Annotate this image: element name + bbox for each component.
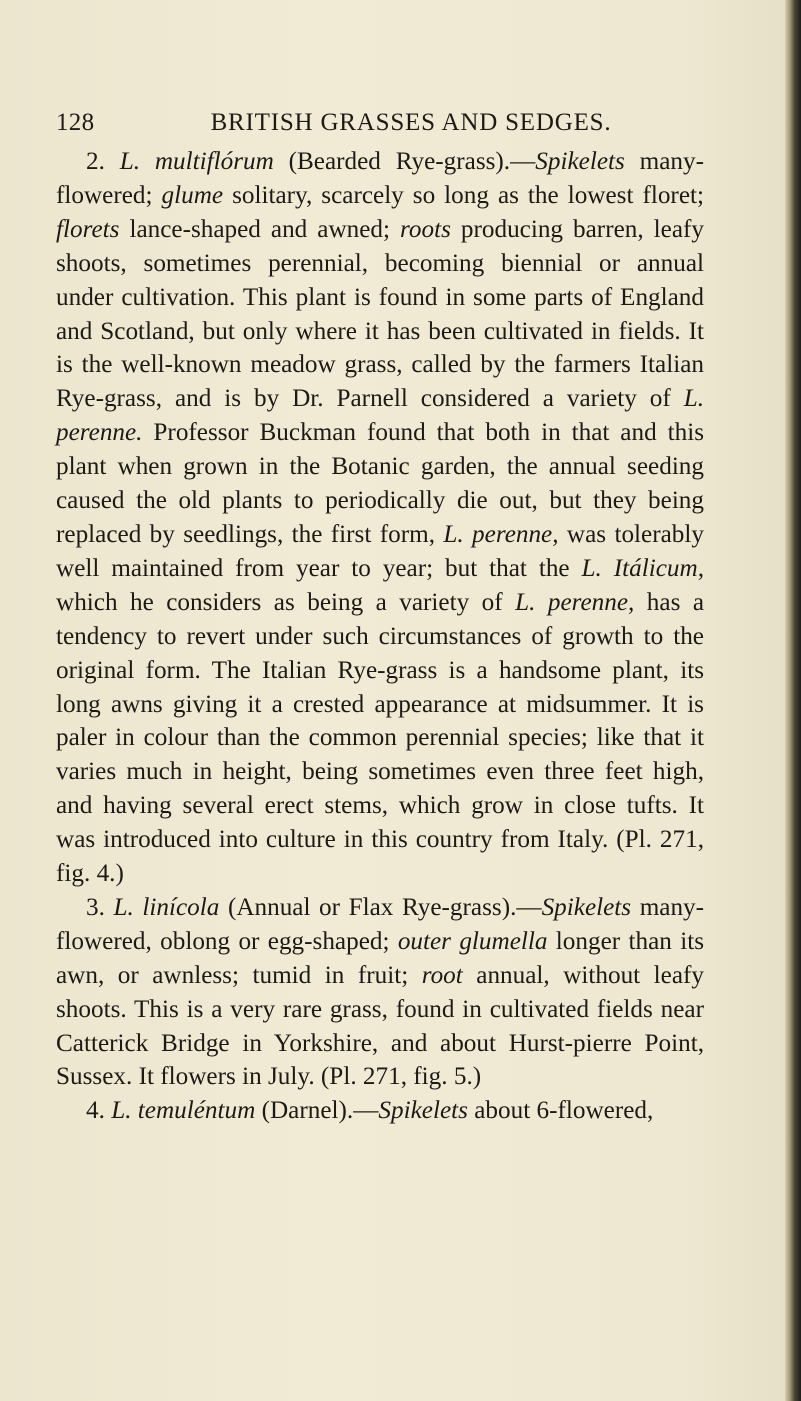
entry-lolium-multiflorum (56, 145, 704, 891)
description-text: has a tendency to revert under such circumstances of growth to the original form. The Italian Rye-grass is a handsome plant, its long awns giving it a crested appearance at midsummer. It is paler in colour than the common perennial species; like that it varies much in height, being sometimes even three feet high, and having several erect stems, which grow in close tufts. It was introduced into culture in this country from Italy. (Pl. 271, fig. 4.) (56, 588, 704, 888)
description-text: solitary, scarcely so long as the lowest floret; (223, 181, 704, 209)
term-roots: roots (400, 215, 451, 243)
description-text: annual, without leafy shoots. This is a very rare grass, found in cultivated fields near Catterick Bridge in Yorkshire, and about Hurst-pierre Point, Sussex. It flowers in July. (Pl. 271, fig. 5.) (56, 961, 704, 1091)
body-text (56, 145, 704, 1128)
description-text: many-flowered; (56, 148, 704, 209)
entry-species: multiflórum (154, 148, 274, 175)
term-outer-glumella: outer glumella (397, 927, 548, 955)
entry-number: 4. (86, 1097, 105, 1125)
entry-dash: — (516, 893, 542, 921)
entry-genus: L. (113, 893, 134, 921)
description-text: lance-shaped and awned; (119, 215, 401, 243)
running-title: BRITISH GRASSES AND SEDGES. (210, 109, 612, 136)
entry-species: linícola (142, 893, 220, 921)
description-text: many-flowered, oblong or egg-shaped; (56, 893, 705, 955)
running-head (56, 106, 696, 140)
description-text: about 6-flowered, (467, 1097, 654, 1125)
term-florets: florets (56, 215, 120, 243)
entry-number: 3. (86, 893, 105, 921)
entry-common-name: (Darnel). (261, 1097, 354, 1125)
entry-species: temuléntum (137, 1097, 256, 1125)
page-binding-edge (785, 0, 801, 1401)
species-reference: L. perenne. (56, 385, 704, 447)
page-number: 128 (56, 109, 95, 136)
species-reference: L. perenne, (443, 520, 559, 548)
entry-lolium-temulentum (56, 1094, 704, 1128)
entry-genus: L. (119, 148, 141, 175)
description-text: was tolerably well maintained from year to year; but that the (56, 520, 704, 582)
term-root: root (421, 961, 463, 989)
entry-genus: L. (111, 1097, 132, 1125)
description-text: longer than its awn, or awnless; tumid in fruit; (56, 927, 704, 989)
term-spikelets: Spikelets (541, 893, 632, 921)
term-spikelets: Spikelets (378, 1097, 468, 1125)
entry-dash: — (353, 1097, 379, 1125)
species-reference: L. Itálicum, (581, 554, 704, 582)
term-spikelets: Spikelets (535, 148, 625, 175)
description-text: which he considers as being a variety of (56, 588, 516, 616)
entry-number: 2. (86, 148, 105, 175)
entry-dash: — (510, 148, 536, 175)
term-glume: glume (161, 181, 224, 209)
entry-lolium-linicola (56, 891, 704, 1094)
entry-common-name: (Annual or Flax Rye-grass). (227, 893, 517, 921)
species-reference: L. perenne, (515, 588, 635, 616)
description-text: producing barren, leafy shoots, sometimes perennial, becoming biennial or annual under cultivation. This plant is found in some parts of England and Scotland, but only where it has been cultivated in fields. It is the well-known meadow grass, called by the farmers Italian Rye-grass, and is by Dr. Parnell considered a variety of (56, 215, 704, 413)
entry-common-name: (Bearded Rye-grass). (288, 148, 511, 175)
description-text: Professor Buckman found that both in that and this plant when grown in the Botanic garden, the annual seeding caused the old plants to periodically die out, but they being replaced by seedlings, the first form, (56, 419, 704, 548)
